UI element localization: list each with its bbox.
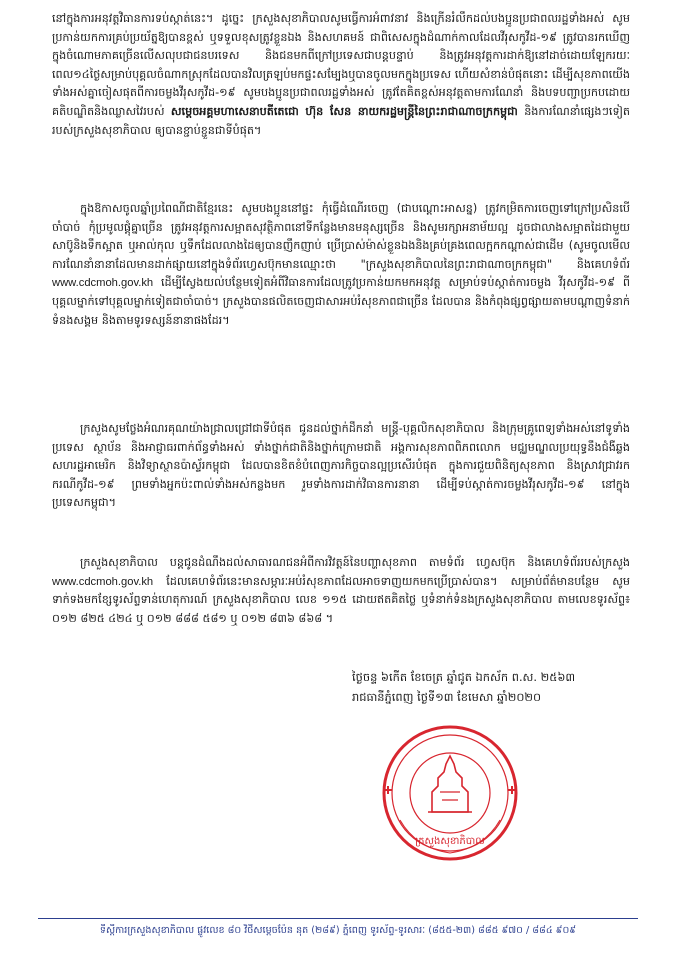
paragraph-new-year-advice [52, 200, 630, 330]
date-block [352, 667, 652, 707]
paragraph-intro [52, 10, 630, 140]
paragraph-advice-text: ក្នុងឱកាសចូលឆ្នាំប្រពៃណីជាតិខ្មែរនេះ សូមបងប្អូននៅផ្ទះ កុំធ្វើដំណើរចេញ (ជាបណ្តោះអាសន្ន) ត្រូវកម្រិតការចេញទៅក្រៅប្រសិនបើចាំបាច់ កុំប្រមូលផ្តុំគ្នាច្រើន ត្រូវអនុវត្តការសម្អាតសុវត្ថិភាពនៅទីកន្លែងមានមនុស្សច្រើន និងសូមរក្សាអនាម័យល្អ ដូចជាលាងសម្អាតដៃជាមួយសាប៊ូនិងទឹកស្អាត ឬអាល់កុល ឬទឹកដែលលាងដៃឲ្យបានញឹកញាប់ ប្រើប្រាស់ម៉ាស់ខ្លួនឯងនិងគ្រប់គ្រងពេលក្អកកណ្តាស់ជាដើម (សូមចូលមើលការណែនាំនានាដែលមានដាក់ផ្សាយនៅក្នុងទំព័រហ្វេសប៊ុកមានឈ្មោះថា "ក្រសួងសុខាភិបាលនៃព្រះរាជាណាចក្រកម្ពុជា" និងគេហទំព័រ [52, 202, 630, 271]
lunar-date: ថ្ងៃចន្ទ ៦កើត ខែចេត្រ ឆ្នាំជូត ឯកស័ក ព.ស. ២៥៦៣ [352, 670, 576, 684]
svg-text:ក្រសួងសុខាភិបាល: ក្រសួងសុខាភិបាល [415, 836, 485, 847]
footer-divider [38, 918, 638, 919]
footer-address: ទីស្តីការក្រសួងសុខាភិបាល ផ្លូវលេខ ៨០ វិថីសម្តេចប៉ែន នុត (២៨៩) ភ្នំពេញ ទូរស័ព្ទ-ទូរសារៈ (៨៥៥-២៣) ៨៨៥ ៩៧០ / ៨៨៤ ៩០៩ [99, 925, 577, 936]
website-link[interactable]: www.cdcmoh.gov.kh [52, 277, 154, 290]
paragraph-contact-text: ក្រសួងសុខាភិបាល បន្តជូនដំណឹងដល់សាធារណជនអំពីការវិវត្តន៍នៃបញ្ហាសុខភាព តាមទំព័រ ហ្វេសប៊ុក និងគេហទំព័ររបស់ក្រសួង [80, 556, 630, 569]
ministry-seal-icon [376, 720, 524, 866]
leader-name: សម្តេចអគ្គមហាសេនាបតីតេជោ ហ៊ុន សែន នាយករដ្ឋមន្ត្រីនៃព្រះរាជាណាចក្រកម្ពុជា [170, 104, 518, 118]
paragraph-contact [52, 554, 630, 628]
paragraph-intro-end: និងការណែនាំផ្សេងៗទៀតរបស់ក្រសួងសុខាភិបាល ឲ្យបានខ្ជាប់ខ្ជួនជាទីបំផុត។ [52, 104, 630, 137]
website-link-2[interactable]: www.cdcmoh.gov.kh [52, 575, 154, 588]
solar-date: រាជធានីភ្នំពេញ ថ្ងៃទី១៣ ខែមេសា ឆ្នាំ២០២០ [352, 690, 542, 704]
paragraph-intro-text: នៅក្នុងការអនុវត្តវិធានការទប់ស្កាត់នេះ។ ដូច្នេះ ក្រសួងសុខាភិបាលសូមធ្វើការអំពាវនាវ និងក្រើនរំលឹកដល់បងប្អូនប្រជាពលរដ្ឋទាំងអស់ សូមប្រកាន់យកការគ្រប់ប្រយ័ត្នឱ្យបានខ្ពស់ ឬទទួលខុសត្រូវខ្លួនឯង និងសហគមន៍ ជាពិសេសក្នុងដំណាក់កាលដែលវីរុសកូវីដ-១៩ ត្រូវបានរកឃើញក្នុងចំណោមភាគច្រើនលើសលុបជាជនបរទេស និងជនមកពីក្រៅប្រទេសជាបន្តបន្ទាប់ និងត្រូវអនុវត្តការដាក់ឱ្យនៅដាច់ដោយឡែករយៈពេល១៤ថ្ងៃសម្រាប់បុគ្គលចំណាកស្រុកដែលបានវិលត្រឡប់មកផ្ទះសម្បែងឬបានចូលមកក្នុងប្រទេស ហើយសំខាន់បំផុតនោះ ដើម្បីសុខភាពយើងទាំងអស់គ្នាចៀសផុតពីការចម្លងវីរុសកូវីដ-១៩ សូមបងប្អូនប្រជាពលរដ្ឋទាំងអស់ ត្រូវតែគិតខ្ពស់អនុវត្តតាមការណែនាំ និងបទបញ្ជាប្រកបដោយគតិបណ្ឌិតនិងឈ្លាសវៃរបស់ [52, 12, 630, 118]
paragraph-advice-end: ដើម្បីស្វែងយល់បន្ថែមទៀតអំពីវិធានការដែលត្រូវប្រកាន់យកមកអនុវត្ត សម្រាប់ទប់ស្កាត់ការចម្លង វីរុសកូវីដ-១៩ ពីបុគ្គលម្នាក់ទៅបុគ្គលម្នាក់ទៀតជាចាំបាច់។ ក្រសួងបានផលិតចេញជាសារអប់រំសុខភាពជាច្រើន ដែលបាន និងកំពុងផ្សព្វផ្សាយតាមបណ្តាញទំនាក់ទំនងសង្គម និងតាមទូរទស្សន៍នានាផងដែរ។ [52, 276, 630, 327]
paragraph-thanks [52, 420, 630, 513]
paragraph-contact-end: ដែលគេហទំព័រនេះមានសម្ភារៈអប់រំសុខភាពដែលអាចទាញយកមកប្រើប្រាស់បាន។ សម្រាប់ព័ត៌មានបន្ថែម សូមទាក់ទងមកខ្សែទូរស័ព្ទទាន់ហេតុការណ៍ ក្រសួងសុខាភិបាល លេខ ១១៥ ដោយឥតគិតថ្លៃ ឬទំនាក់ទំនងក្រសួងសុខាភិបាល តាមលេខទូរស័ព្ទ៖ ០១២ ៨២៥ ៤២៤ ឬ ០១២ ៨៨៨ ៥៨១ ឬ ០១២ ៨៣៦ ៨៦៨ ។ [52, 574, 630, 625]
paragraph-thanks-text: ក្រសួងសូមថ្លែងអំណរគុណយ៉ាងជ្រាលជ្រៅជាទីបំផុត ជូនដល់ថ្នាក់ដឹកនាំ មន្ត្រី-បុគ្គលិកសុខាភិបាល និងក្រុមគ្រូពេទ្យទាំងអស់នៅទូទាំងប្រទេស ស្ថាប័ន និងអាជ្ញាធរពាក់ព័ន្ធទាំងអស់ ទាំងថ្នាក់ជាតិនិងថ្នាក់ក្រោមជាតិ អង្គការសុខភាពពិភពលោក មជ្ឈមណ្ឌលប្រយុទ្ធនឹងជំងឺឆ្លងសហរដ្ឋអាមេរិក និងវិទ្យាស្ថានប៉ាស្ទ័រកម្ពុជា ដែលបានខិតខំបំពេញភារកិច្ចបានល្អប្រសើរបំផុត ក្នុងការជួយពិនិត្យសុខភាព និងស្រាវជ្រាវរកករណីកូវីដ-១៩ ព្រមទាំងអ្នកប៉ះពាល់ទាំងអស់កន្លងមក រួមទាំងការដាក់វិធានការនានា ដើម្បីទប់ស្កាត់ការចម្លងវីរុសកូវីដ-១៩ នៅក្នុងប្រទេសកម្ពុជា។ [52, 422, 630, 510]
